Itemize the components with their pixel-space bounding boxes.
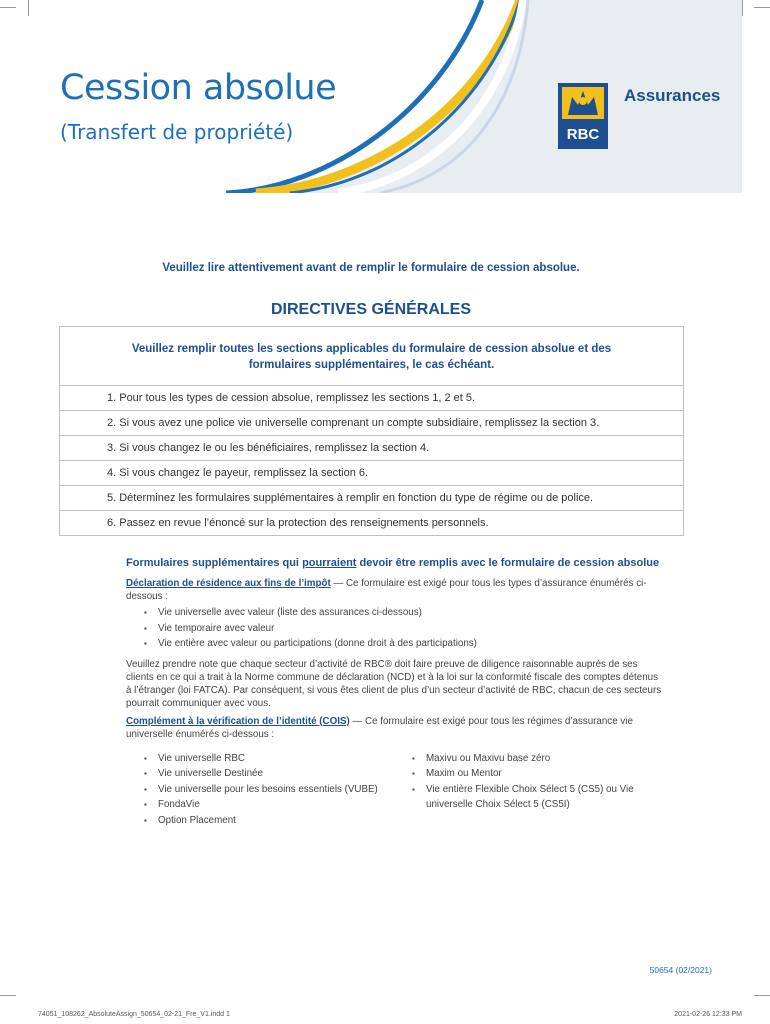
page-title: Cession absolue — [60, 68, 337, 108]
crop-mark — [742, 0, 743, 16]
instruction-item: 6. Passez en revue l’énoncé sur la protection des renseignements personnels. — [107, 517, 489, 529]
cois-list-right — [406, 751, 666, 829]
residence-list — [126, 605, 666, 652]
supplementary-forms-section — [126, 556, 666, 834]
instructions-header: Veuillez remplir toutes les sections applicables du formulaire de cession absolue et des formulaires supplémentaires, le cas échéant. — [60, 327, 683, 386]
crop-mark — [754, 995, 770, 996]
crop-mark — [0, 995, 16, 996]
list-item: ▪ Vie temporaire avec valeur — [126, 621, 666, 637]
file-slug: 74051_108262_AbsoluteAssign_50654_02-21_Fre_V1.indd 1 — [38, 1011, 230, 1018]
instruction-item: 2. Si vous avez une police vie universelle comprenant un compte subsidiaire, remplissez la section 3. — [60, 411, 683, 436]
intro-note: Veuillez lire attentivement avant de remplir le formulaire de cession absolue. — [162, 262, 580, 274]
crop-mark — [754, 7, 770, 8]
logo-text: RBC — [566, 126, 600, 143]
list-item: ▪ Vie universelle avec valeur (liste des assurances ci-dessous) — [126, 605, 666, 621]
list-item: ▪ Vie universelle pour les besoins essentiels (VUBE) — [126, 782, 406, 798]
cois-lists — [126, 749, 666, 835]
list-item: ▪ Option Placement — [126, 813, 406, 829]
cois-form-link[interactable]: Complément à la vérification de l’identité (COIS) — [126, 715, 350, 727]
general-heading: DIRECTIVES GÉNÉRALES — [270, 301, 472, 318]
instruction-item: 5. Déterminez les formulaires supplémentaires à remplir en fonction du type de régime ou de police. — [60, 486, 683, 511]
brand-name: Assurances — [624, 86, 721, 105]
rbc-logo-icon — [558, 83, 608, 149]
print-timestamp: 2021-02-26 12:33 PM — [674, 1011, 742, 1018]
list-item: ▪ Vie entière Flexible Choix Sélect 5 (CS5) ou Vie universelle Choix Sélect 5 (CS5I) — [406, 782, 666, 813]
list-item: ▪ Vie universelle RBC — [126, 751, 406, 767]
instruction-item: 3. Si vous changez le ou les bénéficiaires, remplissez la section 4. — [60, 436, 683, 461]
residence-paragraph: Déclaration de résidence aux fins de l’impôt — Ce formulaire est exigé pour tous les types d’assurance énumérés ci-dessous : — [126, 578, 647, 602]
list-item: ▪ FondaVie — [126, 797, 406, 813]
instruction-item: 4. Si vous changez le payeur, remplissez la section 6. — [60, 461, 683, 486]
list-item: ▪ Maxivu ou Maxivu base zéro — [406, 751, 666, 767]
general-instructions-box — [59, 326, 684, 536]
page-subtitle: (Transfert de propriété) — [60, 120, 294, 144]
residence-form-link[interactable]: Déclaration de résidence aux fins de l’impôt — [126, 578, 331, 589]
cois-list-left — [126, 751, 406, 829]
list-item: ▪ Maxim ou Mentor — [406, 766, 666, 782]
list-item: ▪ Vie universelle Destinée — [126, 766, 406, 782]
form-code: 50654 (02/2021) — [649, 965, 712, 975]
list-item: ▪ Vie entière avec valeur ou participations (donne droit à des participations) — [126, 636, 666, 652]
residence-note: Veuillez prendre note que chaque secteur d’activité de RBC® doit faire preuve de diligence raisonnable auprès de ses clients en ce qui a trait à la Norme commune de déclaration (NCD) et à la loi sur la conformité fiscale des comptes détenus à l’étranger (loi FATCA). Par conséquent, si vous êtes client de plus d’un secteur d’activité de RBC, chacun de ces secteurs pourrait communiquer avec vous. — [126, 658, 662, 709]
cois-paragraph: Complément à la vérification de l’identité (COIS) — Ce formulaire est exigé pour tous les régimes d’assurance vie universelle énumérés ci-dessous : — [126, 715, 633, 740]
supplementary-title: Formulaires supplémentaires qui pourraient devoir être remplis avec le formulaire de cession absolue — [126, 557, 660, 569]
instruction-item: 1. Pour tous les types de cession absolue, remplissez les sections 1, 2 et 5. — [60, 386, 683, 411]
